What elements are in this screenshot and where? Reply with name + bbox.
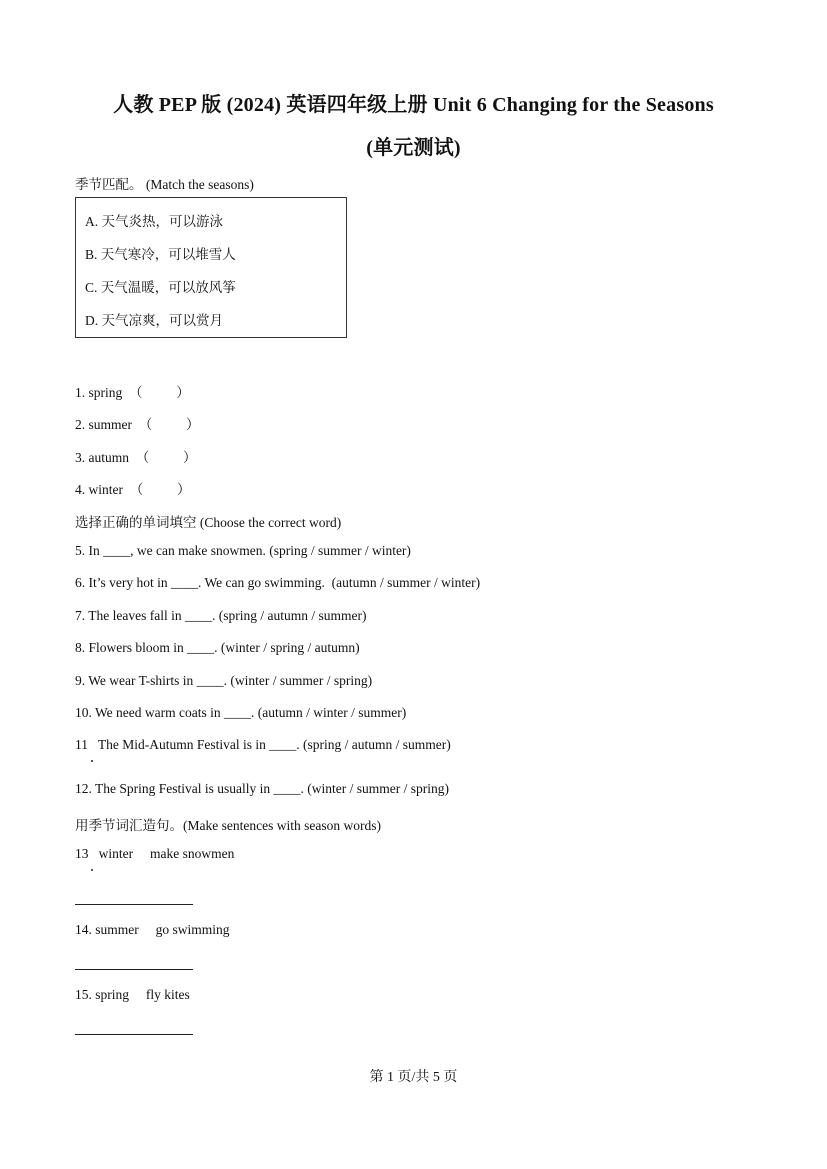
question-15: 15. spring fly kites bbox=[75, 987, 190, 1002]
question-11: 11 The Mid-Autumn Festival is in ____. (spring / autumn / summer) bbox=[75, 737, 451, 752]
dot-mark bbox=[91, 760, 93, 762]
options-box bbox=[75, 197, 347, 338]
dot-mark bbox=[91, 869, 93, 871]
option-a: A. 天气炎热，可以游泳 bbox=[85, 214, 223, 229]
answer-line-15[interactable] bbox=[75, 1034, 193, 1035]
question-2: 2. summer （ ） bbox=[75, 417, 200, 432]
option-c: C. 天气温暖，可以放风筝 bbox=[85, 280, 236, 295]
question-3: 3. autumn （ ） bbox=[75, 450, 197, 465]
question-8: 8. Flowers bloom in ____. (winter / spring / autumn) bbox=[75, 640, 360, 655]
question-13: 13 winter make snowmen bbox=[75, 846, 235, 861]
page-footer: 第 1 页/共 5 页 bbox=[369, 1070, 458, 1085]
option-d: D. 天气凉爽，可以赏月 bbox=[85, 313, 223, 328]
section1-heading: 季节匹配。 (Match the seasons) bbox=[75, 177, 254, 192]
question-14: 14. summer go swimming bbox=[75, 922, 230, 937]
question-9: 9. We wear T-shirts in ____. (winter / summer / spring) bbox=[75, 673, 373, 688]
section2-heading: 选择正确的单词填空 (Choose the correct word) bbox=[75, 515, 342, 530]
option-b: B. 天气寒冷，可以堆雪人 bbox=[85, 247, 236, 262]
answer-line-13[interactable] bbox=[75, 904, 193, 905]
page-title: 人教 PEP 版 (2024) 英语四年级上册 Unit 6 Changing for the Seasons bbox=[113, 94, 714, 116]
answer-line-14[interactable] bbox=[75, 969, 193, 970]
section3-heading: 用季节词汇造句。(Make sentences with season words) bbox=[75, 818, 381, 833]
question-1: 1. spring （ ） bbox=[75, 385, 190, 400]
question-10: 10. We need warm coats in ____. (autumn / winter / summer) bbox=[75, 705, 407, 720]
question-12: 12. The Spring Festival is usually in ____. (winter / summer / spring) bbox=[75, 781, 449, 796]
question-4: 4. winter （ ） bbox=[75, 482, 191, 497]
page-subtitle: (单元测试) bbox=[366, 137, 461, 159]
question-5: 5. In ____, we can make snowmen. (spring / summer / winter) bbox=[75, 543, 411, 558]
question-7: 7. The leaves fall in ____. (spring / autumn / summer) bbox=[75, 608, 367, 623]
question-6: 6. It’s very hot in ____. We can go swimming. (autumn / summer / winter) bbox=[75, 575, 481, 590]
